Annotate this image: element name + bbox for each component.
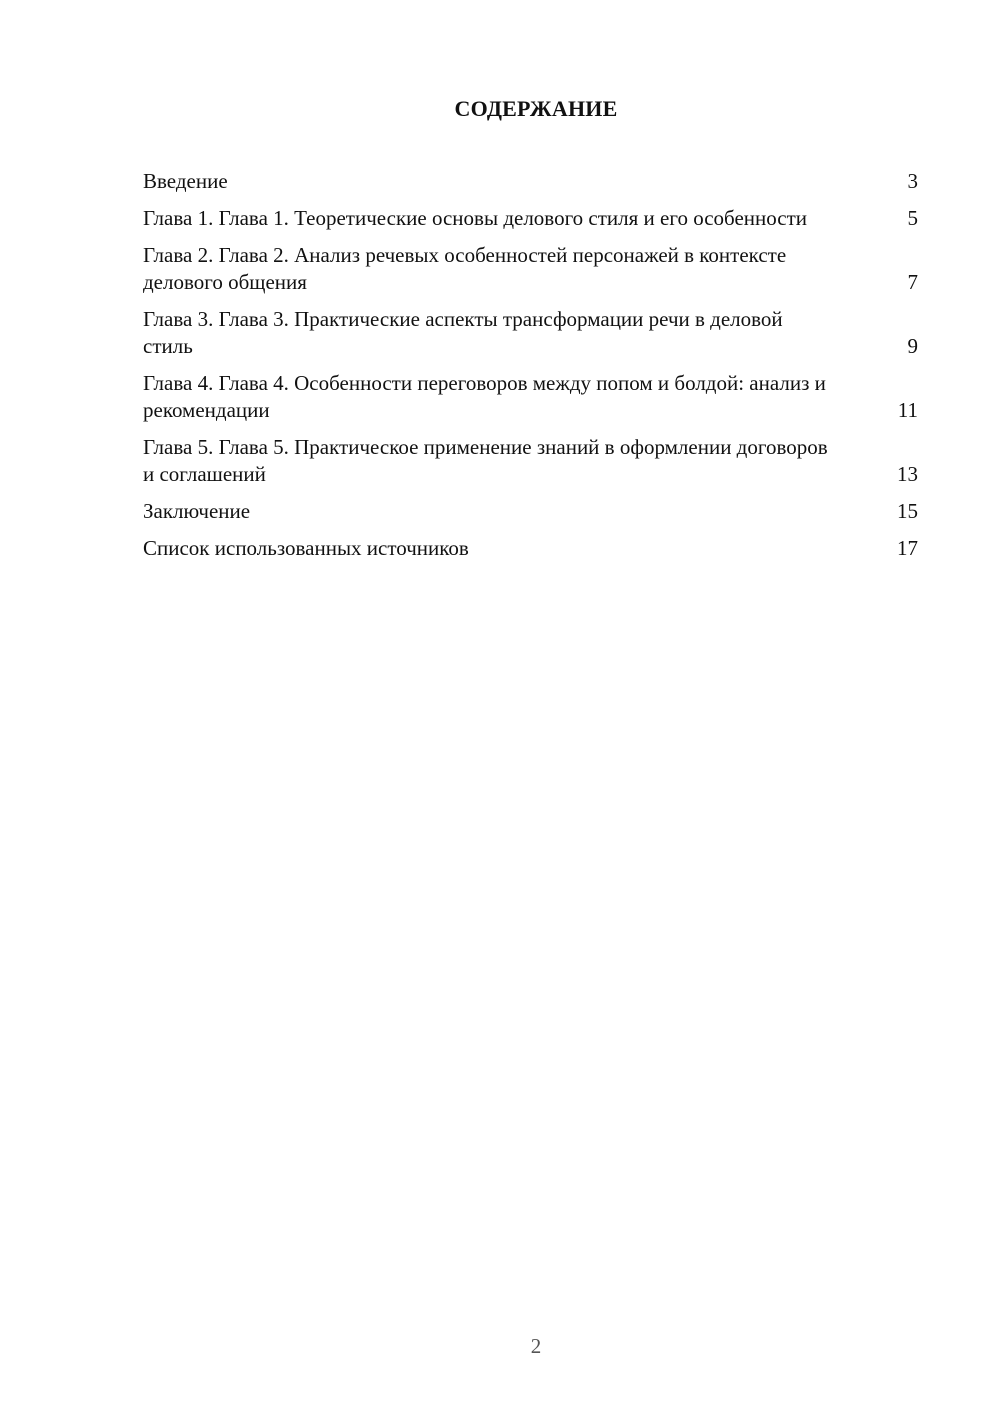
toc-entry-title: Глава 5. Глава 5. Практическое применение знаний в оформлении договоров и соглашений [143,435,828,486]
toc-entry-title: Глава 1. Глава 1. Теоретические основы делового стиля и его особенности [143,206,808,230]
toc-entry-page: 13 [897,462,918,486]
toc-entry-conclusion[interactable] [143,498,918,525]
toc-entry-chapter-5[interactable] [143,434,918,488]
toc-entry-chapter-4[interactable] [143,370,918,424]
toc-entry-page: 7 [907,270,918,294]
toc-entry-page: 3 [907,169,918,193]
toc-entry-chapter-2[interactable] [143,242,918,296]
toc-heading: СОДЕРЖАНИЕ [454,96,618,121]
toc-entry-page: 15 [897,499,918,523]
toc-entry-chapter-3[interactable] [143,306,918,360]
page-number: 2 [530,1334,542,1358]
toc-entry-introduction[interactable] [143,168,918,195]
toc-entry-chapter-1[interactable] [143,205,918,232]
toc-entry-page: 17 [897,536,918,560]
toc-entry-page: 9 [907,334,918,358]
table-of-contents [143,168,918,572]
toc-entry-title: Список использованных источников [143,536,469,560]
toc-entry-page: 5 [907,206,918,230]
toc-entry-title: Глава 4. Глава 4. Особенности переговоров между попом и болдой: анализ и рекомендации [143,371,826,422]
toc-entry-title: Глава 3. Глава 3. Практические аспекты трансформации речи в деловой стиль [143,307,783,358]
toc-entry-title: Глава 2. Глава 2. Анализ речевых особенностей персонажей в контексте делового общения [143,243,787,294]
toc-entry-title: Заключение [143,499,251,523]
toc-entry-page: 11 [897,398,918,422]
toc-entry-title: Введение [143,169,228,193]
toc-entry-references[interactable] [143,535,918,562]
